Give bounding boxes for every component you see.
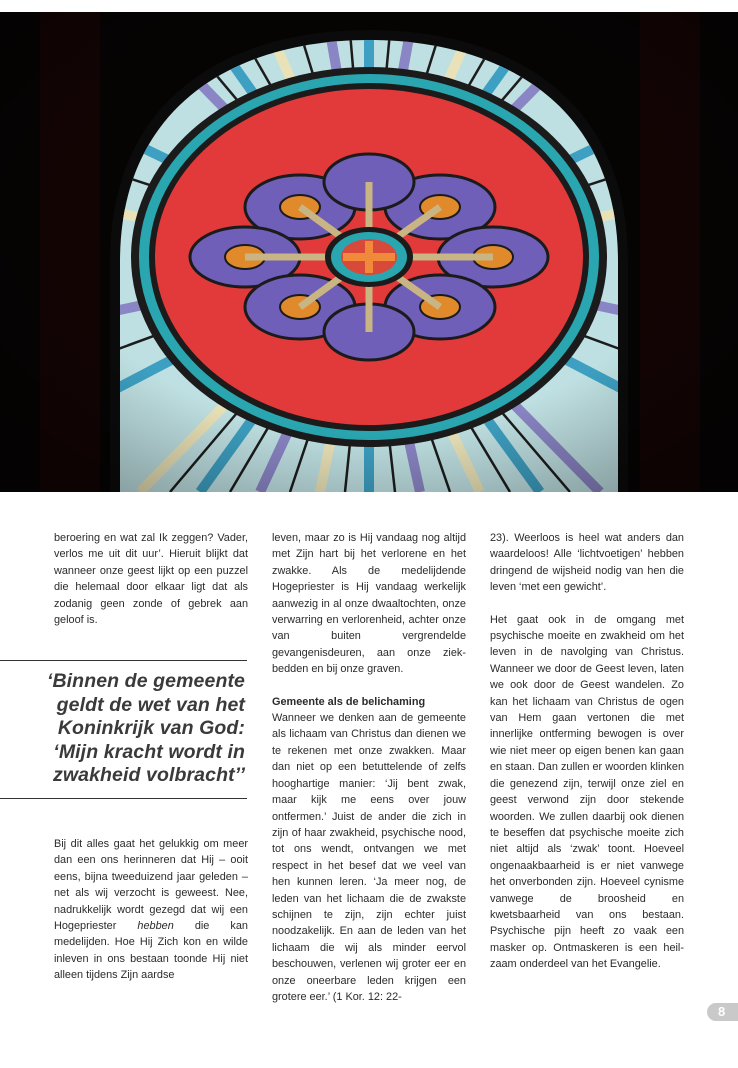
emphasis: hebben [137,920,174,933]
column-2 [272,530,466,1021]
pull-quote [0,660,247,799]
paragraph: beroering en wat zal Ik zeggen? Vader, verlos me uit dit uur’. Hieruit blijkt dat wanneer onze geest lijkt op een puzzel die helemaal door elkaar ligt dat als zodanig geen zonde of gebrek aan geloof is. [54,532,248,627]
column-3 [490,530,684,989]
column-1-top [54,530,248,644]
paragraph: Wanneer we denken aan de gemeente als lichaam van Christus dan dienen we te rekenen met onze zwakken. Maar dan niet op een betuttelende of zelfs hooghartige manier: ‘Jij bent zwak, maar kijk me eens over jouw ontfermen.’ Juist de ander die zich in zijn of haar zwakheid, psychische nood, tot ons wendt, ontvangen we met respect in het besef dat we veel van hen kunnen leren. ‘Ja meer nog, de leden van het lichaam die de zwakste schijnen te zijn, zijn echter juist noodzakelijk. En aan de leden van het lichaam die wij als minder eervol beschouwen, verlenen wij groter eer en onze oneerbare leden krijgen een grotere eer.’ (1 Kor. 12: 22- [272,712,466,1003]
stained-glass-window-icon [0,12,738,492]
paragraph: Bij dit alles gaat het gelukkig om meer dan een ons herinneren dat Hij – ooit eens, bijna tweeduizend jaar geleden – net als wij verzocht is geweest. Nee, nadrukkelijk wordt gezegd dat wij een Hogepriester hebben die kan medelijden. Hoe Hij Zich kon en wilde inleven in ons bestaan toonde Hij niet alleen tijdens Zijn aardse [54,838,248,982]
stained-glass-photo [0,12,738,492]
paragraph: Het gaat ook in de omgang met psychische moeite en zwakheid om het leven in de navolging van Christus. Wanneer we door de Geest leven, laten we ook door de Geest wandelen. Zo kan het lichaam van Christus de ogen van Hem gaan vertonen die met innerlijke ontferming bewogen is over wie niet meer op eigen benen kan gaan en staan. Dan zullen er woorden klinken die genezend zijn, terwijl onze ziel en geest verwond zijn door stekende woorden. We zullen daarbij ook dienen te beseffen dat psychische moeite zich niet altijd als ‘zwak’ toont. Hoeveel ongenaakbaarheid is er niet vanwege het onverbonden zijn. Hoeveel cynisme vanwege de broosheid en kwetsbaarheid van ons bestaan. Psychische pijn heeft zo vaak een masker op. Ontmaskeren is een heilzaam onderdeel van het Evangelie. [490,613,684,971]
section-heading: Gemeente als de belichaming [272,695,426,708]
quote-line: geldt de wet van het [56,693,245,716]
page-number: 8 [707,1003,738,1021]
quote-line: ‘Binnen de gemeente [46,670,245,692]
column-1-bottom [54,836,248,1000]
quote-line: ‘Mijn kracht wordt in [53,740,245,763]
quote-line: zwakheid volbracht’’ [53,764,245,786]
paragraph: 23). Weerloos is heel wat anders dan waardeloos! Alle ‘lichtvoetigen’ hebben dringend de wijsheid nodig van hen die leven ‘met een gewicht’. [490,532,684,594]
paragraph: leven, maar zo is Hij vandaag nog altijd met Zijn hart bij het verlorene en het zwakke. Als de medelijdende Hogepriester is Hij vandaag werkelijk aanwezig in al onze dwaaltochten, onze verwarring en verlorenheid, achter onze van buiten vergrendelde gevangenisdeuren, aan onze ziekbedden en bij onze graven. [272,532,466,676]
quote-line: Koninkrijk van God: [57,717,245,739]
